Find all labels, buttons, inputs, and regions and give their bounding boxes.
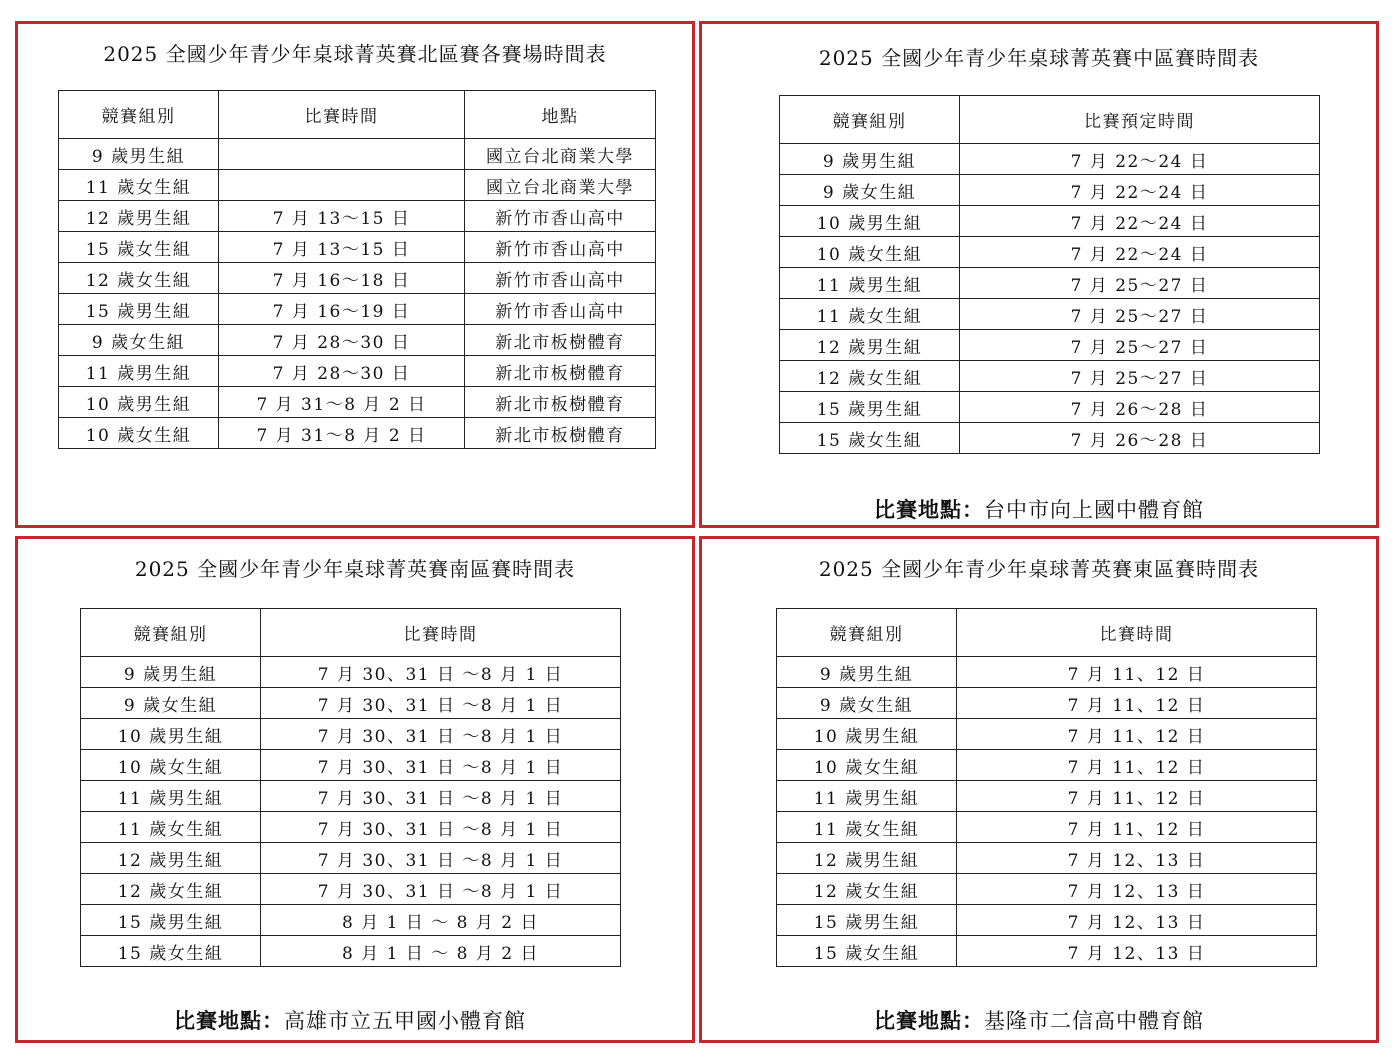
table-row	[777, 905, 1317, 936]
table-row	[777, 874, 1317, 905]
table-header-row	[780, 96, 1320, 144]
cell-time: 7 月 28～30 日	[219, 325, 465, 356]
table-row	[59, 201, 656, 232]
cell-group: 12 歲女生組	[780, 361, 960, 392]
cell-time: 7 月 12、13 日	[957, 905, 1317, 936]
cell-location: 新竹市香山高中	[465, 263, 656, 294]
central-schedule-panel	[699, 21, 1379, 528]
table-row	[777, 812, 1317, 843]
cell-group: 15 歲女生組	[81, 936, 261, 967]
cell-group: 11 歲女生組	[780, 299, 960, 330]
table-row	[59, 325, 656, 356]
table-row	[780, 423, 1320, 454]
cell-time: 7 月 12、13 日	[957, 936, 1317, 967]
table-header-row	[777, 609, 1317, 657]
cell-time: 7 月 30、31 日 ～8 月 1 日	[261, 657, 621, 688]
cell-group: 12 歲女生組	[777, 874, 957, 905]
north-schedule-table	[58, 90, 656, 449]
cell-group: 11 歲男生組	[780, 268, 960, 299]
east-venue	[702, 1005, 1376, 1035]
table-row	[59, 418, 656, 449]
table-row	[81, 750, 621, 781]
venue-label: 比賽地點：	[874, 497, 984, 522]
cell-location: 新竹市香山高中	[465, 232, 656, 263]
east-title: 2025 全國少年青少年桌球菁英賽東區賽時間表	[818, 557, 1260, 581]
central-schedule-table	[779, 95, 1320, 454]
cell-time	[219, 139, 465, 170]
table-row	[780, 268, 1320, 299]
venue-label: 比賽地點：	[874, 1008, 984, 1033]
table-row	[777, 781, 1317, 812]
cell-group: 12 歲女生組	[81, 874, 261, 905]
cell-group: 9 歲男生組	[777, 657, 957, 688]
table-row	[780, 361, 1320, 392]
table-row	[777, 719, 1317, 750]
table-row	[59, 170, 656, 201]
table-row	[777, 936, 1317, 967]
cell-group: 9 歲男生組	[81, 657, 261, 688]
cell-time: 7 月 11、12 日	[957, 750, 1317, 781]
cell-group: 11 歲男生組	[81, 781, 261, 812]
table-row	[81, 936, 621, 967]
cell-group: 15 歲男生組	[59, 294, 219, 325]
table-row	[780, 206, 1320, 237]
cell-time: 7 月 11、12 日	[957, 781, 1317, 812]
cell-group: 15 歲女生組	[59, 232, 219, 263]
cell-group: 10 歲女生組	[780, 237, 960, 268]
cell-group: 10 歲女生組	[59, 418, 219, 449]
cell-group: 11 歲女生組	[81, 812, 261, 843]
cell-time: 7 月 12、13 日	[957, 843, 1317, 874]
cell-time: 7 月 22～24 日	[960, 175, 1320, 206]
cell-group: 12 歲男生組	[780, 330, 960, 361]
table-row	[777, 657, 1317, 688]
cell-time: 7 月 11、12 日	[957, 657, 1317, 688]
cell-time: 7 月 16～19 日	[219, 294, 465, 325]
cell-time: 7 月 22～24 日	[960, 144, 1320, 175]
table-row	[777, 843, 1317, 874]
north-schedule-panel	[15, 21, 695, 528]
table-row	[59, 263, 656, 294]
cell-time: 7 月 13～15 日	[219, 201, 465, 232]
cell-time	[219, 170, 465, 201]
cell-time: 7 月 30、31 日 ～8 月 1 日	[261, 874, 621, 905]
table-row	[81, 719, 621, 750]
cell-group: 11 歲女生組	[777, 812, 957, 843]
column-header-group: 競賽組別	[81, 609, 261, 657]
cell-group: 11 歲男生組	[777, 781, 957, 812]
cell-group: 10 歲女生組	[777, 750, 957, 781]
venue-name: 基隆市二信高中體育館	[984, 1009, 1204, 1033]
cell-time: 7 月 11、12 日	[957, 688, 1317, 719]
cell-group: 15 歲女生組	[780, 423, 960, 454]
cell-location: 新竹市香山高中	[465, 201, 656, 232]
table-row	[59, 356, 656, 387]
cell-group: 10 歲男生組	[81, 719, 261, 750]
cell-location: 新北市板樹體育	[465, 325, 656, 356]
table-row	[780, 392, 1320, 423]
column-header-time: 比賽時間	[261, 609, 621, 657]
column-header-location: 地點	[465, 91, 656, 139]
central-title: 2025 全國少年青少年桌球菁英賽中區賽時間表	[818, 46, 1260, 70]
cell-group: 12 歲女生組	[59, 263, 219, 294]
cell-time: 7 月 25～27 日	[960, 268, 1320, 299]
cell-location: 新北市板樹體育	[465, 387, 656, 418]
cell-time: 7 月 30、31 日 ～8 月 1 日	[261, 812, 621, 843]
cell-group: 9 歲女生組	[777, 688, 957, 719]
cell-location: 國立台北商業大學	[465, 170, 656, 201]
cell-time: 7 月 31～8 月 2 日	[219, 387, 465, 418]
cell-group: 9 歲女生組	[780, 175, 960, 206]
venue-label: 比賽地點：	[174, 1008, 284, 1033]
cell-time: 7 月 25～27 日	[960, 330, 1320, 361]
table-row	[777, 750, 1317, 781]
venue-name: 高雄市立五甲國小體育館	[284, 1009, 526, 1033]
cell-time: 7 月 31～8 月 2 日	[219, 418, 465, 449]
table-row	[81, 812, 621, 843]
cell-time: 8 月 1 日 ～ 8 月 2 日	[261, 936, 621, 967]
column-header-time: 比賽時間	[219, 91, 465, 139]
table-row	[81, 843, 621, 874]
cell-group: 12 歲男生組	[81, 843, 261, 874]
cell-group: 10 歲男生組	[777, 719, 957, 750]
cell-time: 7 月 30、31 日 ～8 月 1 日	[261, 843, 621, 874]
cell-location: 新北市板樹體育	[465, 418, 656, 449]
cell-time: 8 月 1 日 ～ 8 月 2 日	[261, 905, 621, 936]
table-row	[81, 905, 621, 936]
cell-time: 7 月 30、31 日 ～8 月 1 日	[261, 688, 621, 719]
column-header-time: 比賽時間	[957, 609, 1317, 657]
table-row	[780, 299, 1320, 330]
south-venue	[8, 1005, 692, 1035]
cell-group: 11 歲女生組	[59, 170, 219, 201]
cell-group: 15 歲男生組	[81, 905, 261, 936]
cell-time: 7 月 22～24 日	[960, 237, 1320, 268]
cell-group: 9 歲男生組	[59, 139, 219, 170]
cell-time: 7 月 11、12 日	[957, 812, 1317, 843]
column-header-group: 競賽組別	[59, 91, 219, 139]
cell-time: 7 月 25～27 日	[960, 361, 1320, 392]
south-schedule-table	[80, 608, 621, 967]
cell-time: 7 月 26～28 日	[960, 392, 1320, 423]
cell-time: 7 月 28～30 日	[219, 356, 465, 387]
table-row	[780, 144, 1320, 175]
column-header-time: 比賽預定時間	[960, 96, 1320, 144]
cell-group: 9 歲女生組	[59, 325, 219, 356]
table-row	[81, 781, 621, 812]
table-row	[59, 387, 656, 418]
cell-location: 新竹市香山高中	[465, 294, 656, 325]
north-title: 2025 全國少年青少年桌球菁英賽北區賽各賽場時間表	[103, 42, 607, 66]
cell-time: 7 月 11、12 日	[957, 719, 1317, 750]
south-schedule-panel	[15, 536, 695, 1043]
cell-group: 10 歲女生組	[81, 750, 261, 781]
table-row	[81, 657, 621, 688]
table-header-row	[81, 609, 621, 657]
table-row	[59, 294, 656, 325]
table-row	[780, 330, 1320, 361]
venue-name: 台中市向上國中體育館	[984, 498, 1204, 522]
cell-group: 12 歲男生組	[777, 843, 957, 874]
cell-group: 15 歲女生組	[777, 936, 957, 967]
table-row	[59, 139, 656, 170]
east-schedule-panel	[699, 536, 1379, 1043]
cell-group: 15 歲男生組	[780, 392, 960, 423]
cell-group: 11 歲男生組	[59, 356, 219, 387]
south-title: 2025 全國少年青少年桌球菁英賽南區賽時間表	[134, 557, 576, 581]
table-row	[780, 237, 1320, 268]
cell-group: 12 歲男生組	[59, 201, 219, 232]
cell-time: 7 月 25～27 日	[960, 299, 1320, 330]
cell-group: 10 歲男生組	[780, 206, 960, 237]
column-header-group: 競賽組別	[777, 609, 957, 657]
cell-group: 9 歲女生組	[81, 688, 261, 719]
table-row	[81, 688, 621, 719]
cell-time: 7 月 22～24 日	[960, 206, 1320, 237]
table-row	[777, 688, 1317, 719]
cell-time: 7 月 16～18 日	[219, 263, 465, 294]
cell-group: 10 歲男生組	[59, 387, 219, 418]
column-header-group: 競賽組別	[780, 96, 960, 144]
cell-time: 7 月 30、31 日 ～8 月 1 日	[261, 781, 621, 812]
central-venue	[702, 494, 1376, 524]
table-header-row	[59, 91, 656, 139]
cell-time: 7 月 30、31 日 ～8 月 1 日	[261, 750, 621, 781]
cell-time: 7 月 30、31 日 ～8 月 1 日	[261, 719, 621, 750]
cell-time: 7 月 13～15 日	[219, 232, 465, 263]
cell-group: 15 歲男生組	[777, 905, 957, 936]
cell-location: 新北市板樹體育	[465, 356, 656, 387]
cell-time: 7 月 12、13 日	[957, 874, 1317, 905]
cell-location: 國立台北商業大學	[465, 139, 656, 170]
cell-time: 7 月 26～28 日	[960, 423, 1320, 454]
table-row	[59, 232, 656, 263]
table-row	[780, 175, 1320, 206]
east-schedule-table	[776, 608, 1317, 967]
table-row	[81, 874, 621, 905]
cell-group: 9 歲男生組	[780, 144, 960, 175]
